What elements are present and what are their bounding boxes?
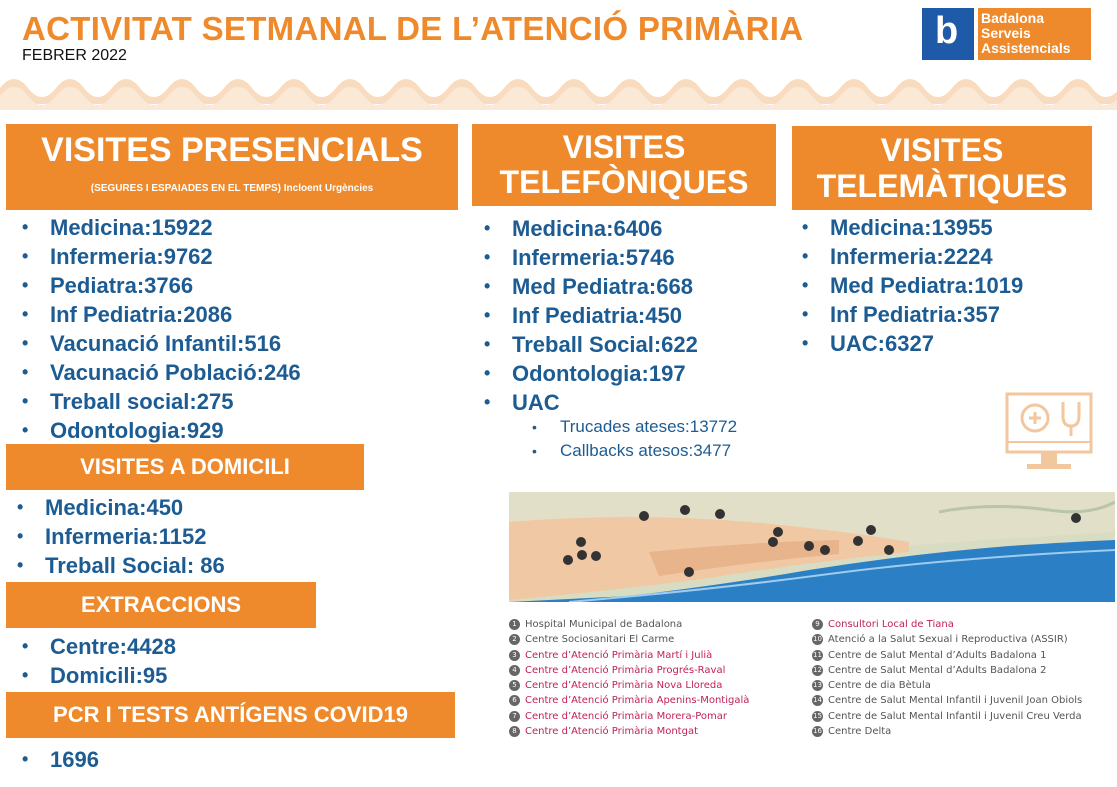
list-item: • Inf Pediatria:357 bbox=[802, 302, 1000, 327]
brand-logo bbox=[922, 8, 1091, 60]
list-item: • Medicina:450 bbox=[17, 495, 184, 520]
list-item: • Trucades ateses:13772 bbox=[532, 417, 738, 436]
map-marker bbox=[684, 567, 694, 577]
list-item: • Odontologia:929 bbox=[22, 418, 224, 443]
map-marker bbox=[680, 505, 690, 515]
logo-text bbox=[978, 8, 1091, 60]
pcr-header: PCR I TESTS ANTÍGENS COVID19 bbox=[6, 692, 455, 738]
telematiques-header bbox=[792, 126, 1092, 210]
map-marker bbox=[884, 545, 894, 555]
telematiques-title-line: VISITES bbox=[880, 132, 1004, 168]
legend-item: 1 Hospital Municipal de Badalona bbox=[509, 617, 749, 632]
domicili-header: VISITES A DOMICILI bbox=[6, 444, 364, 490]
map-marker bbox=[820, 545, 830, 555]
map-marker bbox=[563, 555, 573, 565]
list-item: • Med Pediatra:668 bbox=[484, 274, 693, 299]
list-item: • Treball social:275 bbox=[22, 389, 234, 414]
telefoniques-title-line: VISITES bbox=[562, 129, 686, 165]
map-marker bbox=[866, 525, 876, 535]
domicili-list bbox=[17, 493, 225, 580]
telefoniques-list bbox=[484, 214, 698, 417]
telefoniques-title-line: TELEFÒNIQUES bbox=[499, 164, 749, 200]
legend-item: 7 Centre d’Atenció Primària Morera-Pomar bbox=[509, 709, 749, 724]
presencials-note: (SEGURES I ESPAIADES EN EL TEMPS) Incloent Urgències bbox=[90, 183, 374, 194]
legend-item: 4 Centre d’Atenció Primària Progrés-Raval bbox=[509, 663, 749, 678]
legend-item: 9 Consultori Local de Tiana bbox=[812, 617, 1082, 632]
uac-sublist bbox=[532, 415, 738, 463]
legend-item: 14 Centre de Salut Mental Infantil i Juvenil Joan Obiols bbox=[813, 695, 1083, 707]
extraccions-header: EXTRACCIONS bbox=[6, 582, 316, 628]
legend-item: 8 Centre d’Atenció Primària Montgat bbox=[509, 724, 749, 739]
page-subtitle: FEBRER 2022 bbox=[22, 47, 127, 64]
telematiques-list bbox=[802, 213, 1024, 358]
list-item: • UAC bbox=[484, 390, 560, 415]
logo-line: Assistencials bbox=[981, 40, 1071, 56]
map-marker bbox=[576, 537, 586, 547]
logo-mark bbox=[922, 8, 974, 60]
badalona-map bbox=[509, 492, 1115, 602]
list-item: • Vacunació Infantil:516 bbox=[22, 331, 282, 356]
logo-line: Badalona bbox=[981, 10, 1045, 26]
list-item: • Medicina:6406 bbox=[484, 216, 663, 241]
map-legend-left bbox=[509, 617, 749, 739]
telefoniques-header bbox=[472, 124, 776, 206]
list-item: • UAC:6327 bbox=[802, 331, 934, 356]
legend-item: 2 Centre Sociosanitari El Carme bbox=[509, 632, 749, 647]
list-item: • Medicina:13955 bbox=[802, 215, 993, 240]
legend-item: 11 Centre de Salut Mental d’Adults Badalona 1 bbox=[813, 649, 1047, 661]
map-marker bbox=[715, 509, 725, 519]
map-marker bbox=[773, 527, 783, 537]
legend-item: 10 Atenció a la Salut Sexual i Reproductiva (ASSIR) bbox=[813, 634, 1068, 646]
page-title: ACTIVITAT SETMANAL DE L’ATENCIÓ PRIMÀRIA bbox=[22, 10, 804, 47]
list-item: • Inf Pediatria:450 bbox=[484, 303, 682, 328]
list-item: • Pediatra:3766 bbox=[22, 273, 194, 298]
map-marker bbox=[853, 536, 863, 546]
map-marker bbox=[591, 551, 601, 561]
list-item: • Vacunació Població:246 bbox=[22, 360, 301, 385]
map-marker bbox=[1071, 513, 1081, 523]
legend-item: 16 Centre Delta bbox=[813, 726, 892, 738]
list-item: • Infermeria:1152 bbox=[17, 524, 207, 549]
map-marker bbox=[577, 550, 587, 560]
map-marker bbox=[804, 541, 814, 551]
map-marker bbox=[639, 511, 649, 521]
presencials-list bbox=[22, 213, 301, 445]
telematiques-title-line: TELEMÀTIQUES bbox=[816, 168, 1068, 204]
legend-item: 3 Centre d’Atenció Primària Martí i Julià bbox=[509, 648, 749, 663]
legend-item: 5 Centre d’Atenció Primària Nova Lloreda bbox=[509, 678, 749, 693]
list-item: • Domicili:95 bbox=[22, 663, 168, 688]
list-item: • Medicina:15922 bbox=[22, 215, 213, 240]
logo-line: Serveis bbox=[981, 25, 1031, 41]
legend-item: 12 Centre de Salut Mental d’Adults Badalona 2 bbox=[813, 664, 1047, 676]
map-legend-right bbox=[812, 617, 1082, 739]
pcr-list bbox=[22, 745, 99, 774]
list-item: • Treball Social:622 bbox=[484, 332, 698, 357]
list-item: • Treball Social: 86 bbox=[17, 553, 225, 578]
telemedicine-icon bbox=[1005, 392, 1097, 474]
list-item: • Callbacks atesos:3477 bbox=[532, 441, 732, 460]
map-marker bbox=[768, 537, 778, 547]
list-item: • Inf Pediatria:2086 bbox=[22, 302, 233, 327]
logo-letter: b bbox=[935, 10, 959, 52]
legend-item: 6 Centre d’Atenció Primària Apenins-Montigalà bbox=[509, 693, 749, 708]
list-item: • Infermeria:5746 bbox=[484, 245, 675, 270]
list-item: • Centre:4428 bbox=[22, 634, 176, 659]
legend-item: 13 Centre de dia Bètula bbox=[813, 680, 931, 692]
list-item: • Infermeria:2224 bbox=[802, 244, 993, 269]
wave-decoration bbox=[0, 70, 1117, 115]
list-item: • 1696 bbox=[22, 747, 99, 772]
presencials-header bbox=[6, 124, 458, 210]
legend-item: 15 Centre de Salut Mental Infantil i Juvenil Creu Verda bbox=[813, 710, 1082, 722]
list-item: • Odontologia:197 bbox=[484, 361, 686, 386]
list-item: • Med Pediatra:1019 bbox=[802, 273, 1024, 298]
list-item: • Infermeria:9762 bbox=[22, 244, 213, 269]
presencials-title: VISITES PRESENCIALS bbox=[41, 131, 423, 169]
extraccions-list bbox=[22, 632, 176, 690]
